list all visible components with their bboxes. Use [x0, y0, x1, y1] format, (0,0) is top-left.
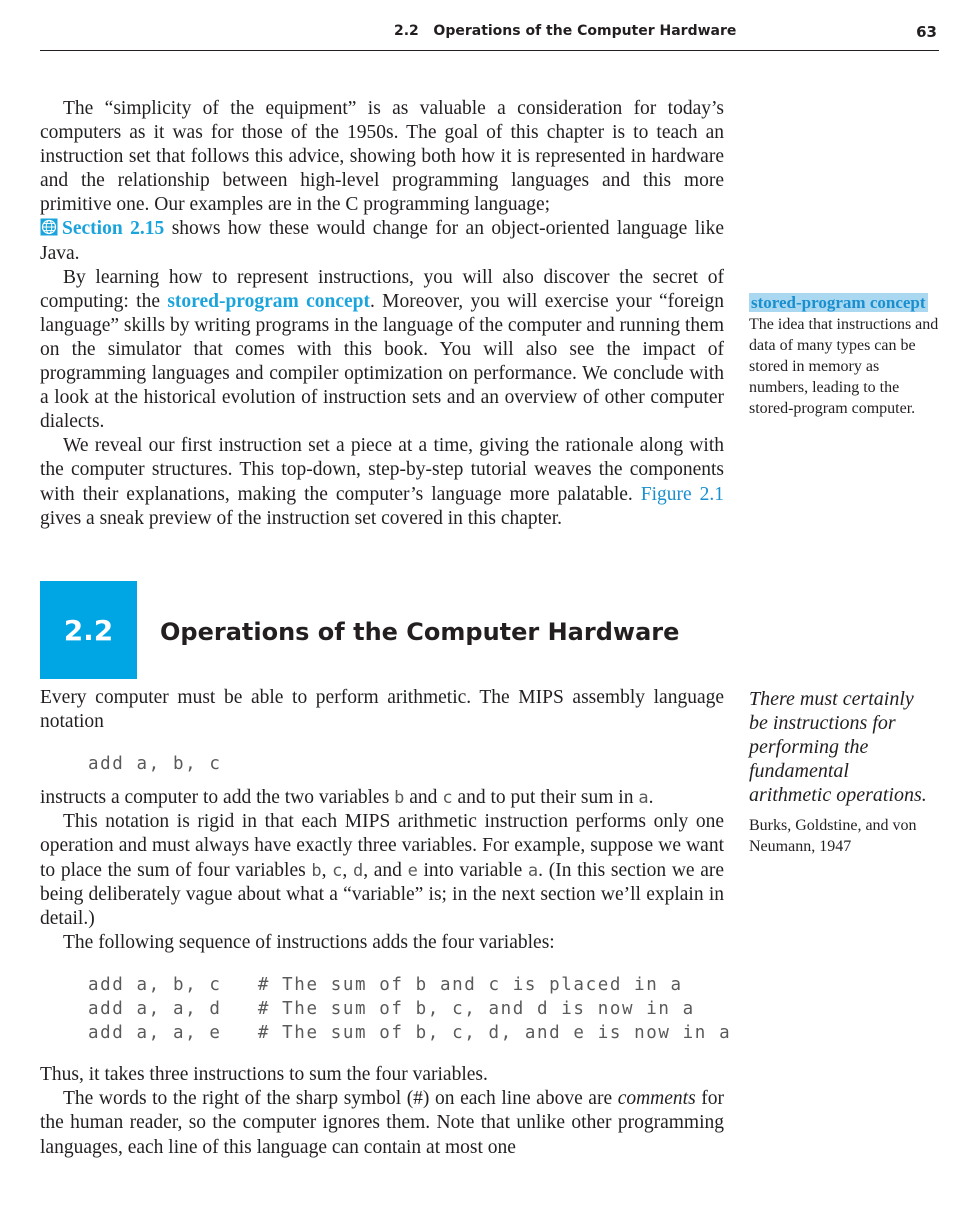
var-c: c: [442, 788, 453, 809]
body-paragraph-3-i: into variable: [417, 859, 528, 881]
intro-paragraph-2-end: . Moreover, you will exercise your “foreign language” skills by writing programs in the language of the computer and running them on the simulator that comes with this book. You will also see the impact of programming languages and compiler optimization on performance. We conclude with a look at the historical evolution of instruction sets and an overview of other computer dialects.: [40, 290, 724, 433]
intro-text: [40, 97, 724, 531]
margin-definition-text: The idea that instructions and data of many types can be stored in memory as numbers, leading to the stored-program computer.: [749, 316, 939, 417]
body-paragraph-6-a: The words to the right of the sharp symbol (#) on each line above are: [63, 1088, 618, 1110]
figure-2-1-link[interactable]: Figure 2.1: [640, 483, 724, 505]
intro-paragraph-3-start: We reveal our first instruction set a piece at a time, giving the rationale along with the computer structures. This top-down, step-by-step tutorial weaves the components with their explanations, making the computer’s language more palatable.: [40, 435, 724, 505]
margin-definition-term: stored-program concept: [751, 293, 926, 312]
stored-program-concept-term[interactable]: stored-program concept: [167, 290, 370, 312]
margin-quote: [749, 687, 933, 857]
margin-quote-attribution: Burks, Goldstine, and von Neumann, 1947: [749, 817, 917, 856]
intro-paragraph-1: [40, 97, 724, 266]
body-paragraph-3-e: ,: [342, 859, 353, 881]
body-paragraph-2-c: and: [404, 787, 443, 809]
code-line: add a, b, c # The sum of b and c is placed in a: [88, 974, 683, 995]
running-head-title: 2.2 Operations of the Computer Hardware: [394, 23, 737, 39]
running-head: [40, 20, 939, 51]
intro-paragraph-3: [40, 434, 724, 530]
var-b: b: [311, 860, 322, 881]
body-paragraph-3-c: ,: [321, 859, 333, 881]
intro-paragraph-1-text: The “simplicity of the equipment” is as valuable a consideration for today’s computers as it was for those of the 1950s. The goal of this chapter is to teach an instruction set that follows this advice, showing both how it is represented in hardware and the relationship between high-level programming languages and this more primitive one. Our examples are in the C programming language;: [40, 98, 724, 216]
section-2-15-link[interactable]: Section 2.15: [62, 218, 165, 240]
body-paragraph-2-e: and to put their sum in: [452, 787, 639, 809]
section-number-box: 2.2: [40, 581, 137, 679]
comments-term: comments: [617, 1088, 696, 1110]
code-block: [88, 973, 732, 1045]
intro-paragraph-2: [40, 266, 724, 435]
margin-definition: [749, 292, 939, 419]
body-paragraph-4: The following sequence of instructions adds the four variables:: [63, 931, 555, 953]
var-a: a: [638, 788, 649, 809]
intro-paragraph-1-tail: shows how these would change for an object-oriented language like Java.: [40, 218, 724, 264]
var-c: c: [332, 860, 343, 881]
code-line: add a, a, e # The sum of b, c, d, and e is now in a: [88, 1023, 732, 1044]
section-body: [40, 686, 732, 1160]
body-paragraph-2: [40, 786, 724, 810]
body-paragraph-3-k: . (In this section we are being deliberately vague about what a “variable” is; in the next section we’ll explain in detail.): [40, 859, 725, 929]
page-number: 63: [916, 23, 937, 41]
margin-quote-text: There must certainly be instructions for performing the fundamental arithmetic operations.: [749, 688, 927, 807]
var-a: a: [527, 860, 539, 881]
body-paragraph-2-g: .: [648, 787, 654, 809]
body-paragraph-6: [40, 1087, 724, 1159]
body-paragraph-2-a: instructs a computer to add the two variables: [40, 787, 395, 809]
intro-paragraph-3-end: gives a sneak preview of the instruction set covered in this chapter.: [40, 507, 563, 529]
body-paragraph-1: Every computer must be able to perform arithmetic. The MIPS assembly language notation: [40, 687, 724, 733]
body-paragraph-3: [40, 810, 724, 930]
section-title: Operations of the Computer Hardware: [160, 618, 680, 646]
body-paragraph-6-c: for the human reader, so the computer ignores them. Note that unlike other programming languages, each line of this language can contain at most one: [40, 1088, 724, 1158]
intro-paragraph-2-start: By learning how to represent instructions, you will also discover the secret of computing: the: [40, 266, 724, 312]
code-example-1: add a, b, c: [88, 754, 222, 775]
var-b: b: [394, 788, 405, 809]
code-line: add a, a, d # The sum of b, c, and d is now in a: [88, 999, 695, 1020]
body-paragraph-5: Thus, it takes three instructions to sum the four variables.: [40, 1064, 488, 1086]
var-e: e: [407, 860, 418, 881]
var-d: d: [352, 860, 364, 881]
body-paragraph-3-g: , and: [363, 859, 408, 881]
globe-icon: [40, 218, 58, 236]
body-paragraph-3-a: This notation is rigid in that each MIPS arithmetic instruction performs only one operation and must always have exactly three variables. For example, suppose we want to place the sum of four variables: [40, 811, 724, 881]
